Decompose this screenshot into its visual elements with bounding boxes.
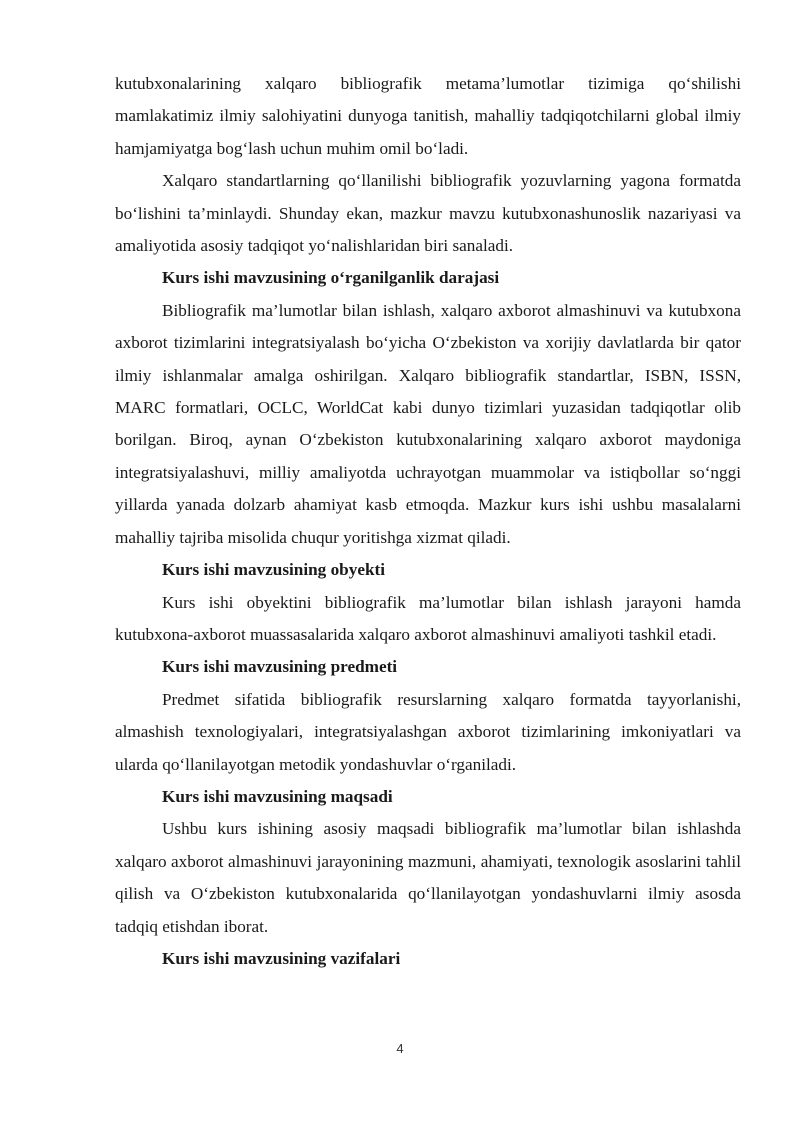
paragraph-standards: Xalqaro standartlarning qo‘llanilishi bibliografik yozuvlarning yagona formatda bo‘lishini ta’minlaydi. Shunday ekan, mazkur mavzu kutubxonashunoslik nazariyasi va amaliyotida asosiy tadqiqot yo‘nalishlaridan biri sanaladi.	[115, 171, 741, 256]
heading-object: Kurs ishi mavzusining obyekti	[162, 560, 386, 580]
document-page	[115, 68, 741, 975]
paragraph-object: Kurs ishi obyektini bibliografik ma’lumotlar bilan ishlash jarayoni hamda kutubxona-axborot muassasalarida xalqaro axborot almashinuvi amaliyoti tashkil etadi.	[115, 592, 741, 644]
paragraph-subject: Predmet sifatida bibliografik resurslarning xalqaro formatda tayyorlanishi, almashish texnologiyalari, integratsiyalashgan axborot tizimlarining imkoniyatlari va ularda qo‘llanilayotgan metodik yondashuvlar o‘rganiladi.	[115, 689, 741, 774]
paragraph-goal: Ushbu kurs ishining asosiy maqsadi bibliografik ma’lumotlar bilan ishlashda xalqaro axborot almashinuvi jarayonining mazmuni, ahamiyati, texnologik asoslarini tahlil qilish va O‘zbekiston kutubxonalarida qo‘llanilayotgan yondashuvlarni ilmiy asosda tadqiq etishdan iborat.	[115, 819, 741, 936]
paragraph-research-level: Bibliografik ma’lumotlar bilan ishlash, xalqaro axborot almashinuvi va kutubxona axborot tizimlarini integratsiyalash bo‘yicha O‘zbekiston va xorijiy davlatlarda bir qator ilmiy ishlanmalar amalga oshirilgan. Xalqaro bibliografik standartlar, ISBN, ISSN, MARC formatlari, OCLC, WorldCat kabi dunyo tizimlari yuzasidan tadqiqotlar olib borilgan. Biroq, aynan O‘zbekiston kutubxonalarining xalqaro axborot maydoniga integratsiyalashuvi, milliy amaliyotda uchrayotgan muammolar va istiqbollar so‘nggi yillarda yanada dolzarb ahamiyat kasb etmoqda. Mazkur kurs ishi ushbu masalalarni mahalliy tajriba misolida chuqur yoritishga xizmat qiladi.	[115, 300, 741, 547]
page-number: 4	[396, 1041, 404, 1056]
heading-goal: Kurs ishi mavzusining maqsadi	[162, 786, 393, 806]
heading-research-level: Kurs ishi mavzusining o‘rganilganlik darajasi	[162, 268, 500, 288]
heading-subject: Kurs ishi mavzusining predmeti	[162, 657, 398, 677]
paragraph-continuation: kutubxonalarining xalqaro bibliografik metama’lumotlar tizimiga qo‘shilishi mamlakatimiz ilmiy salohiyatini dunyoga tanitish, mahalliy tadqiqotchilarni global ilmiy hamjamiyatga bog‘lash uchun muhim omil bo‘ladi.	[115, 74, 741, 158]
heading-tasks: Kurs ishi mavzusining vazifalari	[162, 948, 401, 968]
